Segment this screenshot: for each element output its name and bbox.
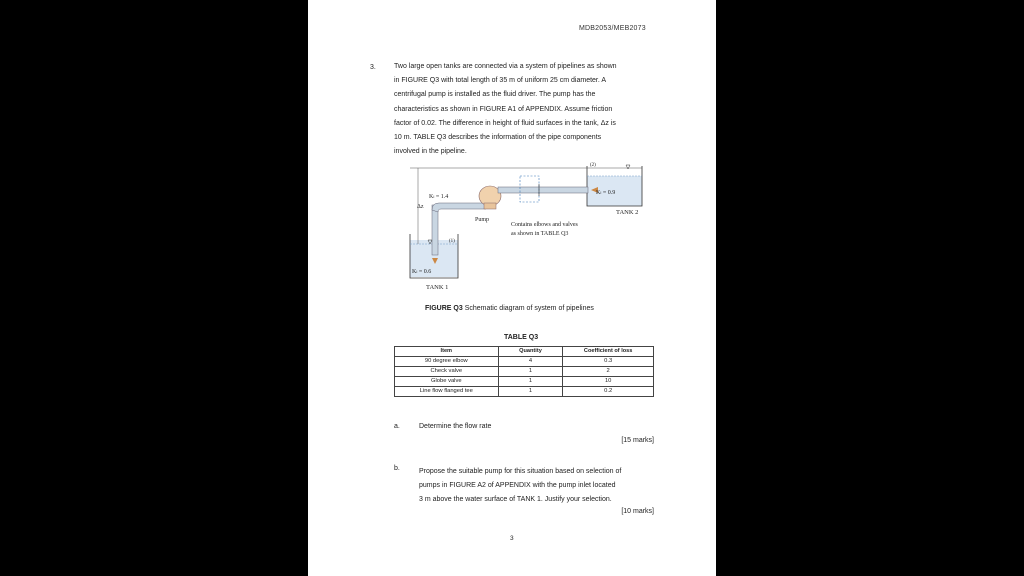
figure-caption-text: Schematic diagram of system of pipelines bbox=[464, 305, 594, 312]
part-b-line: Propose the suitable pump for this situation based on selection of bbox=[419, 468, 622, 475]
table-row bbox=[395, 357, 654, 367]
note-line2: as shown in TABLE Q3 bbox=[511, 231, 569, 237]
cell-item: 90 degree elbow bbox=[395, 357, 499, 367]
question-line: Two large open tanks are connected via a system of pipelines as shown bbox=[394, 63, 617, 70]
question-line: in FIGURE Q3 with total length of 35 m of uniform 25 cm diameter. A bbox=[394, 77, 607, 85]
pump-base bbox=[484, 203, 496, 209]
table-header-row bbox=[395, 347, 654, 357]
document-page bbox=[308, 0, 716, 576]
part-a-text: Determine the flow rate bbox=[419, 423, 492, 430]
cell-coefficient: 0.3 bbox=[563, 357, 654, 367]
part-b-marks: [10 marks] bbox=[621, 508, 654, 515]
table-row bbox=[395, 377, 654, 387]
cell-item: Globe valve bbox=[395, 377, 499, 387]
course-code-header: MDB2053/MEB2073 bbox=[579, 25, 646, 32]
kl-tank1-label: Kₗ = 0.6 bbox=[412, 269, 432, 275]
cell-coefficient: 2 bbox=[563, 367, 654, 377]
note-line1: Contains elbows and valves bbox=[511, 222, 578, 228]
pump-label: Pump bbox=[475, 217, 490, 223]
cell-coefficient: 0.2 bbox=[563, 387, 654, 397]
cell-quantity: 1 bbox=[498, 387, 563, 397]
table-row bbox=[395, 367, 654, 377]
cell-coefficient: 10 bbox=[563, 377, 654, 387]
question-line: 10 m. TABLE Q3 describes the information of the pipe components bbox=[394, 134, 602, 142]
part-a-marks: [15 marks] bbox=[621, 437, 654, 444]
part-b-line: 3 m above the water surface of TANK 1. Justify your selection. bbox=[419, 496, 612, 503]
kl-exit-label: Kₗ = 0.9 bbox=[596, 190, 616, 196]
elbow-pipe bbox=[432, 203, 486, 212]
components-table bbox=[394, 346, 654, 397]
header-coefficient: Coefficient of loss bbox=[563, 347, 654, 357]
tank1-label: TANK 1 bbox=[426, 284, 449, 291]
pipeline-schematic bbox=[308, 0, 716, 300]
table-row bbox=[395, 387, 654, 397]
part-b-text bbox=[419, 465, 654, 507]
tank2-label: TANK 2 bbox=[616, 209, 639, 216]
cell-quantity: 1 bbox=[498, 377, 563, 387]
cell-quantity: 4 bbox=[498, 357, 563, 367]
figure-caption-label: FIGURE Q3 bbox=[425, 305, 463, 312]
header-item: Item bbox=[395, 347, 499, 357]
part-b-line: pumps in FIGURE A2 of APPENDIX with the pump inlet located bbox=[419, 482, 616, 489]
question-line: factor of 0.02. The difference in height of fluid surfaces in the tank, Δz is bbox=[394, 119, 616, 127]
part-b-label: b. bbox=[394, 465, 400, 472]
header-quantity: Quantity bbox=[498, 347, 563, 357]
cell-item: Line flow flanged tee bbox=[395, 387, 499, 397]
point2-label: (2) bbox=[590, 163, 596, 168]
table-title: TABLE Q3 bbox=[504, 334, 539, 341]
question-line: centrifugal pump is installed as the fluid driver. The pump has the bbox=[394, 91, 596, 99]
horizontal-pipe bbox=[498, 187, 588, 193]
delta-z-label: Δz bbox=[417, 204, 424, 210]
page-number: 3 bbox=[510, 535, 514, 542]
kl-entrance-label: Kₗ = 1.4 bbox=[429, 194, 449, 200]
vertical-pipe bbox=[432, 205, 438, 255]
cell-item: Check valve bbox=[395, 367, 499, 377]
question-line: characteristics as shown in FIGURE A1 of APPENDIX. Assume friction bbox=[394, 105, 613, 113]
point1-label: (1) bbox=[449, 239, 455, 244]
part-a-label: a. bbox=[394, 423, 400, 430]
level-marker-icon bbox=[626, 165, 630, 169]
figure-caption bbox=[425, 305, 594, 312]
question-number: 3. bbox=[370, 64, 376, 71]
cell-quantity: 1 bbox=[498, 367, 563, 377]
question-line: involved in the pipeline. bbox=[394, 148, 467, 156]
